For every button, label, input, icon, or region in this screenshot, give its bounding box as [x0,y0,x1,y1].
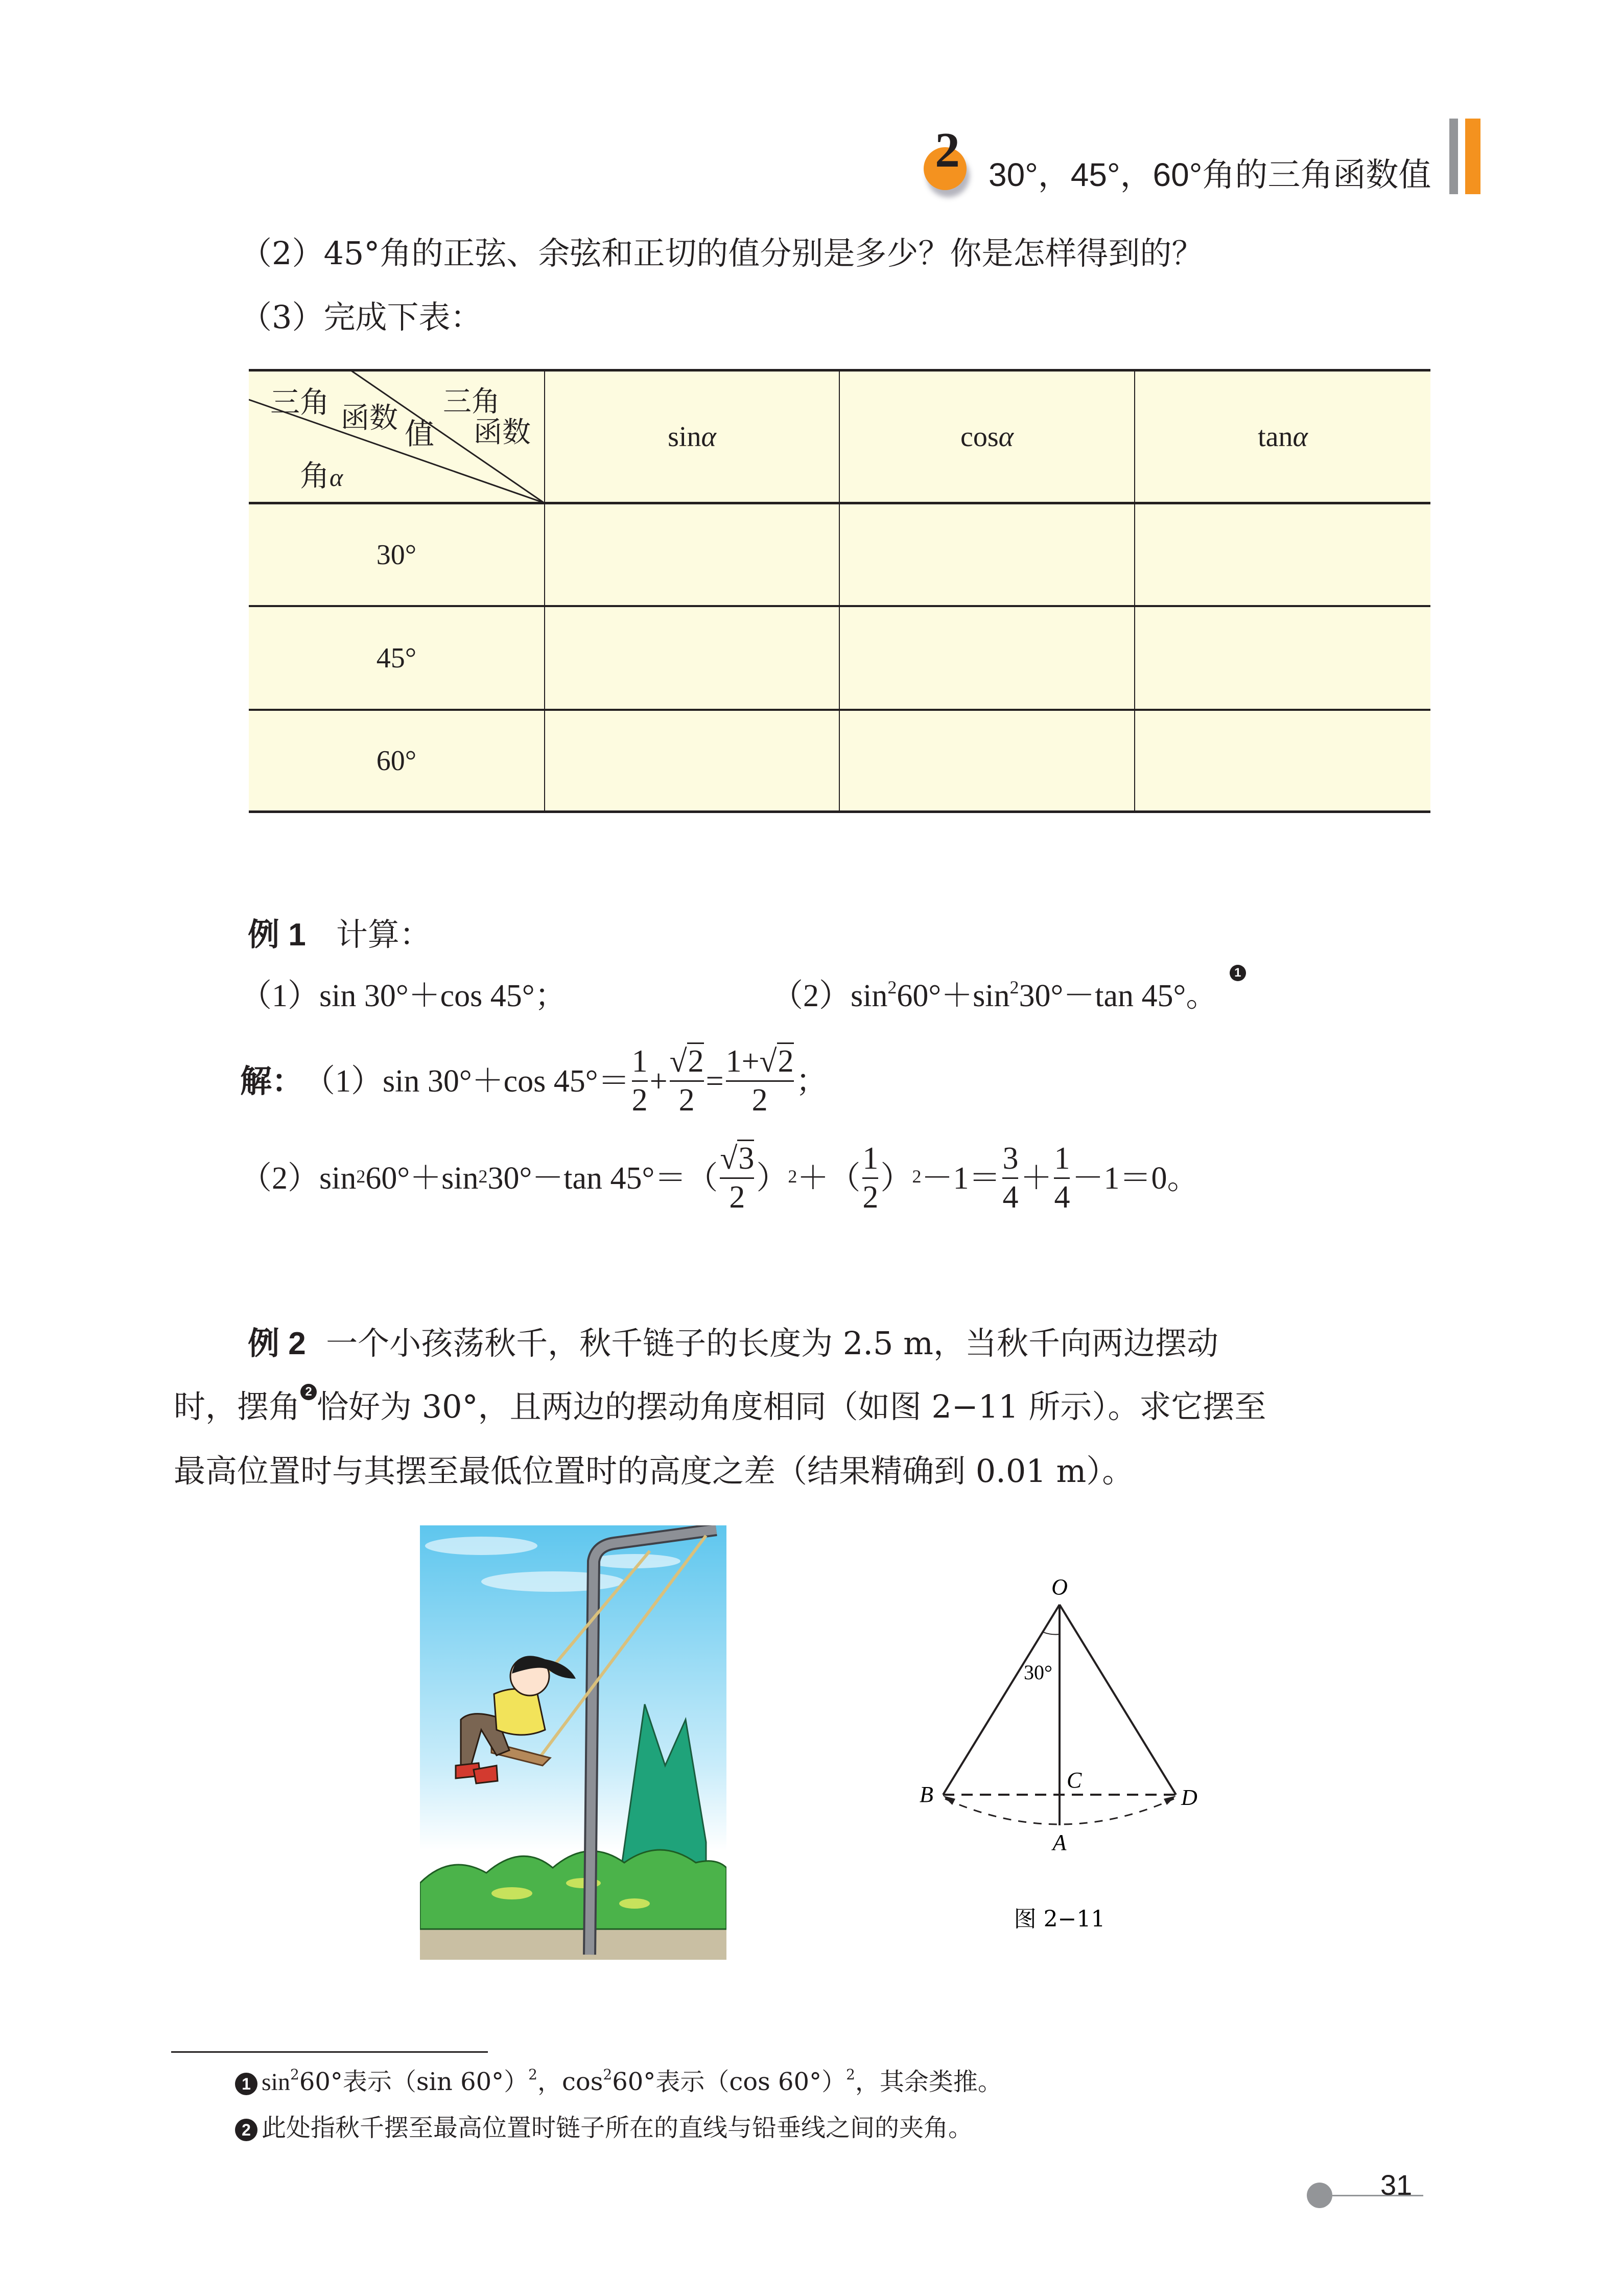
example-2-text: 一个小孩荡秋千，秋千链子的长度为 2.5 m，当秋千向两边摆动 [326,1325,1218,1362]
section-number: 2 [935,123,960,178]
answer-cell[interactable] [1135,711,1430,810]
row-header-45: 45° [376,642,417,674]
label-A: A [1052,1830,1067,1855]
superscript: 2 [788,1166,797,1187]
footnote-text: 60°表示（sin 60°） [299,2068,529,2096]
denominator: 2 [729,1180,745,1215]
footnote-marker-1: 1 [235,2073,257,2095]
label-angle-30: 30° [1024,1661,1052,1684]
fraction-bar [1002,1177,1018,1179]
footnote-text: ，cos [537,2068,603,2096]
footnote-ref-2[interactable]: 2 [300,1384,317,1400]
denominator: 2 [751,1083,768,1118]
example-2-line-1 [248,1325,1218,1362]
expr-text: －1＝0。 [1072,1161,1199,1196]
superscript: 2 [356,1166,366,1187]
example-2-label: 例 2 [248,1326,306,1361]
page-number-dot [1307,2183,1332,2208]
footnote-text: sin [262,2069,291,2096]
segment-OB [943,1605,1060,1795]
superscript: 2 [603,2066,613,2083]
column-header-var: α [701,421,716,453]
expr-text: 30°－tan 45°＝（ [487,1161,718,1196]
fraction-bar [670,1080,704,1082]
denominator: 4 [1054,1180,1070,1215]
footnote-text: 此处指秋千摆至最高位置时链子所在的直线与铅垂线之间的夹角。 [262,2114,973,2142]
fraction [726,1045,794,1117]
row-header-60: 60° [376,745,417,777]
expr-text: ； [795,1063,828,1099]
plus-sign: + [649,1063,668,1099]
example-1-heading [248,916,431,953]
fraction-bar [726,1080,794,1082]
numerator: √2 [670,1045,704,1078]
example-1-title: 计算： [336,916,431,953]
label-C: C [1067,1768,1082,1793]
column-header-var: α [1292,421,1308,453]
fraction-bar [632,1080,648,1082]
corner-label-right-b: 函数 [474,416,531,449]
denominator: 2 [631,1083,648,1118]
column-header-fn: sin [668,421,701,453]
fraction-bar [720,1177,754,1179]
figure-caption: 图 2−11 [1014,1906,1106,1932]
corner-label-angle-var: α [330,463,343,492]
radicand: 2 [687,1042,704,1079]
label-B: B [920,1782,933,1807]
example-2-line-2 [174,1385,1266,1425]
footnote-2 [235,2116,973,2141]
answer-cell[interactable] [545,711,839,810]
corner-label-middle-b: 值 [405,416,435,451]
expr-text: ＋（ [797,1161,861,1196]
expr-text: －1＝ [921,1161,1001,1196]
numerator-part: 1+ [725,1044,760,1079]
column-header-fn: tan [1258,421,1293,453]
numerator: 1 [862,1141,879,1176]
fraction [632,1045,648,1117]
section-title: 30°，45°，60°角的三角函数值 [989,156,1431,193]
footnote-1 [235,2066,1002,2096]
question-2: （2）45°角的正弦、余弦和正切的值分别是多少？你是怎样得到的？ [240,235,1204,272]
solution-part-1 [240,1045,828,1117]
ground [420,1927,726,1960]
page-number: 31 [1380,2169,1413,2201]
solution-label: 解： [240,1062,304,1100]
column-header-cos [840,372,1134,502]
corner-label-top: 三角 [270,385,330,420]
superscript: 2 [912,1166,922,1187]
corner-label-angle-text: 角 [300,458,330,493]
numerator: 1+√2 [726,1045,794,1078]
corner-label-angle [300,452,343,495]
footnote-ref-1[interactable]: 1 [1230,965,1246,981]
denominator: 2 [678,1083,695,1118]
superscript: 2 [1009,977,1019,998]
question-3: （3）完成下表： [240,298,482,336]
superscript: 2 [290,2066,299,2083]
equals-sign: = [706,1063,724,1099]
numerator: 1 [1054,1141,1070,1176]
answer-cell[interactable] [840,711,1134,810]
column-header-tan [1135,372,1430,502]
trig-value-table [249,369,1430,813]
fraction [720,1142,754,1214]
fraction-bar [862,1177,878,1179]
answer-cell[interactable] [1135,607,1430,709]
fraction [862,1142,878,1214]
expr-text: ） [880,1161,912,1196]
column-header-var: α [998,421,1014,453]
header-bar-orange [1465,119,1480,194]
fraction-bar [1054,1177,1070,1179]
expr-text: 60°＋sin [365,1161,479,1196]
example-2-text: 时，摆角 [174,1388,301,1425]
denominator: 4 [1002,1180,1019,1215]
superscript: 2 [528,2066,537,2083]
answer-cell[interactable] [840,607,1134,709]
answer-cell[interactable] [545,504,839,605]
solution-part-2 [240,1142,1198,1214]
example-1-part-1: （1）sin 30°＋cos 45°； [240,979,567,1013]
expr-text: ） [756,1161,788,1196]
fraction [670,1045,704,1117]
label-D: D [1181,1785,1197,1810]
expr-text: （1）sin 30°＋cos 45°＝ [303,1063,630,1099]
numerator: √3 [720,1142,754,1175]
denominator: 2 [862,1180,879,1215]
radicand: 2 [777,1042,794,1079]
numerator: 3 [1002,1141,1019,1176]
segment-OD [1060,1605,1176,1795]
numerator: 1 [631,1044,648,1079]
expr-text: ＋ [1020,1161,1052,1196]
label-O: O [1051,1574,1068,1599]
superscript: 2 [887,977,897,998]
answer-cell[interactable] [545,607,839,709]
answer-cell[interactable] [840,504,1134,605]
answer-cell[interactable] [1135,504,1430,605]
corner-label-right-a: 三角 [443,385,500,419]
example-1-label: 例 1 [248,917,306,953]
radicand: 3 [737,1140,754,1176]
footnote-rule [171,2051,488,2053]
figure-2-11 [899,1574,1247,1942]
footnote-text: ，其余类推。 [855,2068,1002,2096]
swing-illustration [420,1525,726,1970]
row-header-30: 30° [376,539,417,571]
expr-text: 30°－tan 45°。 [1019,979,1218,1013]
arrow-head-B [943,1796,955,1805]
expr-text: （2）sin [240,1161,357,1196]
column-header-sin [545,372,839,502]
header-bar-gray [1449,119,1458,194]
arrow-head-D [1164,1796,1176,1805]
corner-label-middle-a: 函数 [341,402,398,435]
column-header-fn: cos [960,421,999,453]
example-1-part-2 [771,966,1246,1013]
fraction [1054,1142,1070,1214]
expr-text: （2）sin [771,979,888,1013]
example-2-text: 恰好为 30°，且两边的摆动角度相同（如图 2−11 所示）。求它摆至 [317,1388,1266,1425]
footnote-marker-2: 2 [235,2119,257,2141]
example-2-line-3: 最高位置时与其摆至最低位置时的高度之差（结果精确到 0.01 m）。 [174,1452,1134,1490]
expr-text: 60°＋sin [897,979,1010,1013]
superscript: 2 [846,2066,855,2083]
angle-arc [1043,1632,1060,1635]
superscript: 2 [478,1166,488,1187]
footnote-text: 60°表示（cos 60°） [612,2068,847,2096]
fraction [1002,1142,1018,1214]
